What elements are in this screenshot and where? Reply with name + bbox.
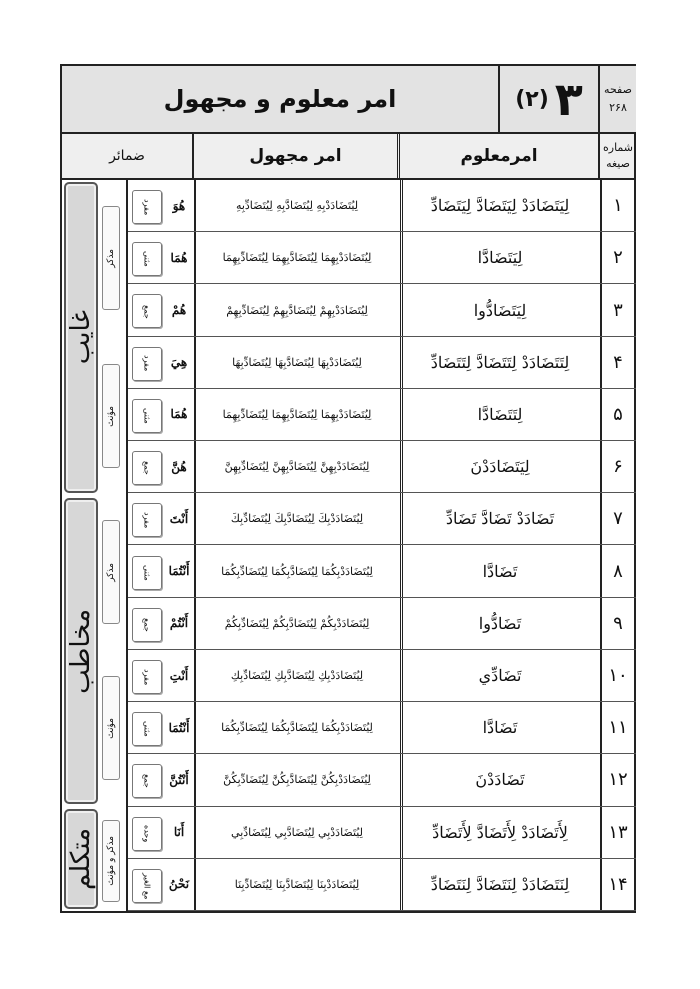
pronoun-cell: أَنْتِ: [169, 668, 189, 683]
number-tag-label: مثنی: [142, 251, 152, 268]
pronoun-cell: أَنَا: [173, 825, 185, 840]
table-row: [128, 598, 636, 650]
table-row: [128, 180, 636, 232]
sigheh-number: ۵: [613, 403, 623, 425]
table-row: [128, 702, 636, 754]
table-row: [128, 493, 636, 545]
table-row: [128, 441, 636, 493]
pronoun-cell: أَنْتُمَا: [168, 720, 190, 735]
group-ghaeb: غایب: [64, 182, 98, 493]
amr-majhul-cell: لِيُتَضَادَدْبِكُنَّ لِيُتَضَادَّبِكُنَّ لِيُتَضَادِّبِكُنَّ: [223, 773, 371, 787]
table-row: [128, 232, 636, 284]
subgroup-mozakkar: مذکر: [102, 206, 120, 310]
number-tag-label: جمع: [142, 461, 152, 475]
pronoun-cell: هُمَا: [170, 250, 188, 265]
table-row: [128, 650, 636, 702]
section-sub-number: (۲): [515, 86, 549, 112]
table-row: [128, 754, 636, 806]
amr-maloom-cell: لِيَتَضَادَّا: [477, 248, 523, 268]
amr-maloom-cell: لِتَتَضَادَّا: [477, 404, 523, 424]
column-header-row: [62, 134, 634, 180]
group-mokhatab: مخاطب: [64, 498, 98, 804]
subgroup-moannas: مؤنث: [102, 676, 120, 780]
amr-maloom-cell: لِيَتَضَادَدْ لِيَتَضَادَّ لِيَتَضَادِّ: [430, 196, 570, 216]
pronoun-cell: أَنْتَ: [169, 511, 189, 526]
sigheh-number: ۱۳: [608, 821, 628, 843]
number-tag-label: جمع: [142, 617, 152, 632]
pronoun-cell: هُمْ: [171, 303, 187, 318]
subgroup-moannas: مؤنث: [102, 364, 120, 468]
pronoun-cell: أَنْتُمَا: [168, 564, 190, 579]
page-label: صفحه: [604, 83, 632, 97]
pronoun-cell: هُمَا: [170, 407, 188, 422]
column-header-majhul: امر مجهول: [194, 134, 400, 178]
column-header-zamaer: ضمائر: [62, 134, 194, 178]
number-tag-label: مفرد: [142, 198, 152, 216]
number-tag-label: مثنی: [142, 407, 152, 424]
amr-maloom-cell: لِيَتَضَادَدْنَ: [470, 457, 530, 477]
table-row: [128, 389, 636, 441]
conjugation-table: [60, 64, 636, 913]
amr-maloom-cell: تَضَادَدْنَ: [475, 770, 525, 790]
page-title: امر معلوم و مجهول: [62, 66, 500, 132]
number-tag-label: مع الغير: [142, 872, 152, 899]
subgroup-mozakkar: مذکر: [102, 520, 120, 624]
pronoun-cell: هُوَ: [172, 198, 186, 213]
column-header-maloom: امرمعلوم: [400, 134, 600, 178]
number-tag: [132, 503, 162, 537]
subgroup-mozakkar-moannas: مذکر و مؤنث: [102, 820, 120, 902]
sigheh-number: ۸: [613, 560, 623, 582]
number-tag-label: مثنی: [142, 564, 152, 581]
amr-majhul-cell: لِيُتَضَادَدْبِكِ لِيُتَضَادَّبِكِ لِيُتَضَادِّبِكِ: [230, 669, 364, 683]
number-tag-label: جمع: [142, 304, 152, 319]
sigheh-number: ۱۴: [608, 873, 628, 895]
sigheh-number: ۳: [613, 299, 623, 321]
number-tag: [132, 190, 162, 224]
number-tag-label: مفرد: [142, 668, 152, 686]
table-header: [62, 66, 634, 134]
amr-majhul-cell: لِيُتَضَادَدْبِكُمْ لِيُتَضَادَّبِكُمْ لِيُتَضَادِّبِكُمْ: [224, 616, 370, 630]
amr-majhul-cell: لِيُتَضَادَدْبِهِمْ لِيُتَضَادَّبِهِمْ لِيُتَضَادِّبِهِمْ: [226, 303, 368, 317]
amr-majhul-cell: لِيُتَضَادَدْبِهَا لِيُتَضَادَّبِهَا لِيُتَضَادِّبِهَا: [232, 355, 362, 369]
amr-maloom-cell: تَضَادَدْ تَضَادَّ تَضَادِّ: [445, 509, 555, 529]
amr-maloom-cell: تَضَادَّا: [482, 561, 518, 581]
sigheh-number: ۱۲: [608, 769, 628, 791]
amr-majhul-cell: لِيُتَضَادَدْبِهِمَا لِيُتَضَادَّبِهِمَا لِيُتَضَادِّبِهِمَا: [222, 251, 372, 265]
number-tag-label: وحده: [142, 824, 152, 843]
sigheh-number: ۱۱: [608, 717, 628, 739]
sigheh-number: ۲: [613, 247, 623, 269]
number-tag: [132, 556, 162, 590]
number-tag: [132, 712, 162, 746]
number-tag-label: مثنی: [142, 721, 152, 738]
pronoun-cell: أَنْتُمْ: [169, 616, 189, 631]
table-row: [128, 807, 636, 859]
number-tag: [132, 399, 162, 433]
amr-majhul-cell: لِيُتَضَادَدْبِهِنَّ لِيُتَضَادَّبِهِنَّ لِيُتَضَادِّبِهِنَّ: [224, 460, 370, 474]
sigheh-number: ۷: [613, 508, 623, 530]
amr-majhul-cell: لِيُتَضَادَدْبِكَ لِيُتَضَادَّبِكَ لِيُتَضَادِّبِكَ: [230, 512, 364, 526]
sigheh-number: ۶: [613, 456, 623, 478]
section-number: ۳: [554, 72, 583, 126]
amr-majhul-cell: لِيُتَضَادَدْبِنَا لِيُتَضَادَّبِنَا لِيُتَضَادِّبِنَا: [234, 877, 360, 891]
number-tag: [132, 347, 162, 381]
amr-majhul-cell: لِيُتَضَادَدْبِكُمَا لِيُتَضَادَّبِكُمَا لِيُتَضَادِّبِكُمَا: [221, 721, 373, 735]
pronoun-cell: أَنْتُنَّ: [169, 772, 189, 787]
group-motakallem: متکلم: [64, 809, 98, 909]
pronoun-cell: نَحْنُ: [168, 877, 190, 892]
number-tag-label: جمع: [142, 774, 152, 789]
column-header-shomare: [600, 134, 636, 178]
pronoun-cell: هُنَّ: [171, 459, 187, 474]
amr-majhul-cell: لِيُتَضَادَدْبِكُمَا لِيُتَضَادَّبِكُمَا لِيُتَضَادِّبِكُمَا: [221, 564, 373, 578]
number-tag: [132, 294, 162, 328]
number-tag: [132, 764, 162, 798]
table-row: [128, 546, 636, 598]
amr-majhul-cell: لِيُتَضَادَدْبِهِ لِيُتَضَادَّبِهِ لِيُتَضَادِّبِهِ: [235, 199, 359, 213]
number-tag-label: مفرد: [142, 512, 152, 529]
number-tag-label: مفرد: [142, 355, 152, 372]
amr-maloom-cell: لِتَتَضَادَدْ لِتَتَضَادَّ لِتَتَضَادِّ: [430, 352, 570, 372]
section-number-box: [500, 66, 600, 132]
sigheh-number: ۱: [613, 195, 623, 217]
table-row: [128, 859, 636, 911]
column-header-shomare-line1: شماره: [603, 140, 634, 154]
amr-majhul-cell: لِيُتَضَادَدْبِهِمَا لِيُتَضَادَّبِهِمَا لِيُتَضَادِّبِهِمَا: [222, 407, 372, 421]
page-number-box: [600, 66, 636, 132]
number-tag: [132, 242, 162, 276]
number-tag: [132, 660, 162, 694]
amr-maloom-cell: تَضَادِّي: [478, 666, 522, 686]
pronoun-cell: هِيَ: [170, 355, 188, 370]
amr-maloom-cell: تَضَادُّوا: [478, 613, 522, 633]
sigheh-number: ۴: [613, 351, 623, 373]
amr-maloom-cell: لِأَتَضَادَدْ لِأَتَضَادَّ لِأَتَضَادِّ: [432, 822, 568, 842]
sigheh-number: ۱۰: [608, 665, 628, 687]
amr-majhul-cell: لِيُتَضَادَدْبِي لِيُتَضَادَّبِي لِيُتَضَادِّبِي: [231, 825, 363, 839]
amr-maloom-cell: لِيَتَضَادُّوا: [473, 300, 527, 320]
number-tag: [132, 817, 162, 851]
number-tag: [132, 451, 162, 485]
table-body: [62, 180, 634, 911]
table-row: [128, 284, 636, 336]
number-tag: [132, 608, 162, 642]
table-row: [128, 337, 636, 389]
sigheh-number: ۹: [613, 612, 623, 634]
column-header-shomare-line2: صیغه: [606, 157, 630, 170]
number-tag: [132, 869, 162, 903]
amr-maloom-cell: تَضَادَّا: [482, 718, 518, 738]
page-number: ۲۶۸: [609, 101, 627, 114]
amr-maloom-cell: لِنَتَضَادَدْ لِنَتَضَادَّ لِنَتَضَادِّ: [430, 874, 570, 894]
